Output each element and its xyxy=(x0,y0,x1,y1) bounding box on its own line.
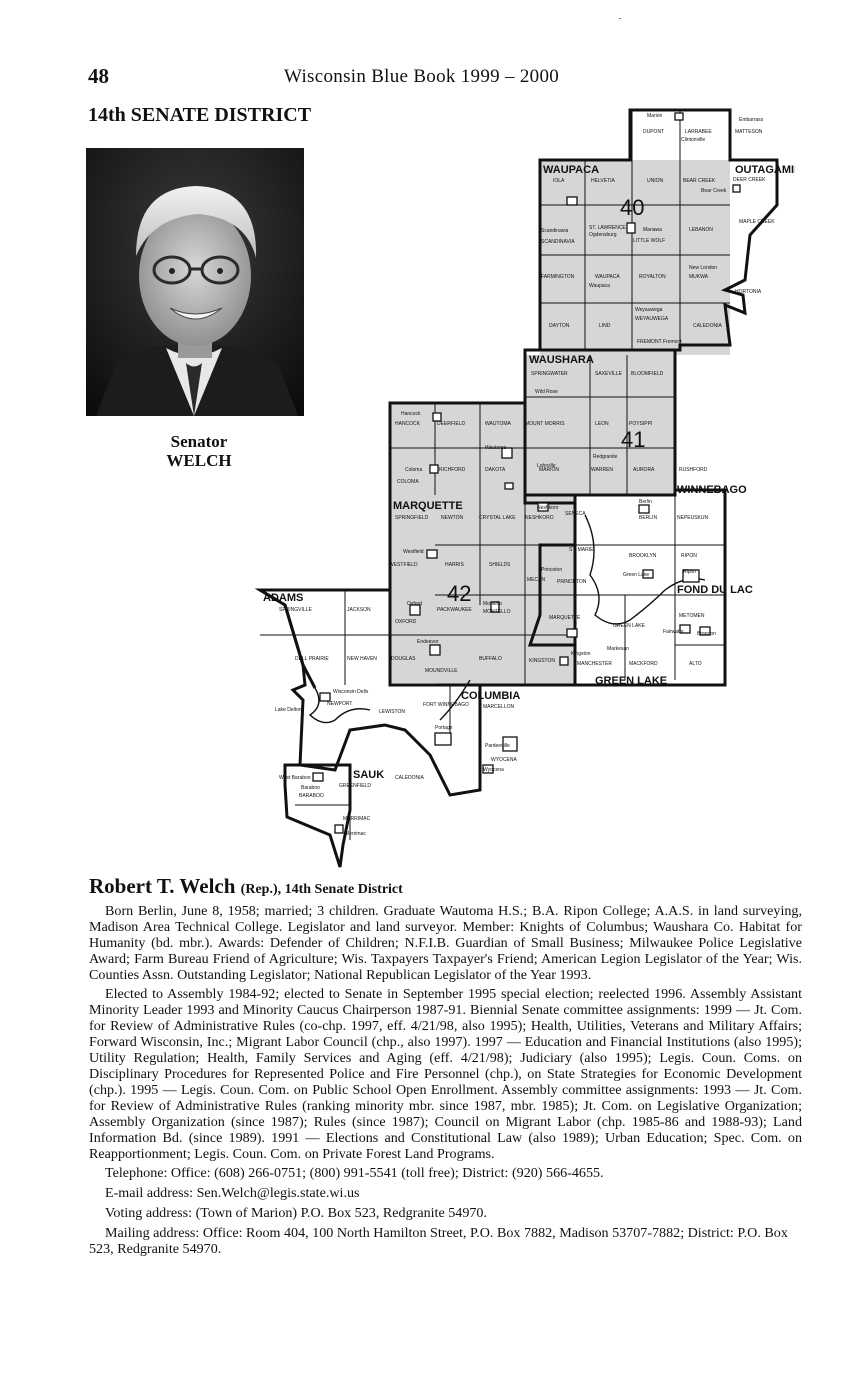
place-label: GREEN LAKE xyxy=(613,623,645,629)
running-head: Wisconsin Blue Book 1999 – 2000 xyxy=(284,66,560,87)
place-label: Kingston xyxy=(571,651,591,657)
place-label: Pardeeville xyxy=(485,743,510,749)
place-label: BROOKLYN xyxy=(629,553,657,559)
place-label: Scandinavia xyxy=(541,228,569,234)
place-label: DEERFIELD xyxy=(437,421,466,427)
place-label: CALEDONIA xyxy=(693,323,722,329)
district-title: 14th SENATE DISTRICT xyxy=(88,104,312,126)
assembly-district-number: 41 xyxy=(621,427,646,452)
place-label: Neshkoro xyxy=(537,505,559,511)
place-label: Lohrville xyxy=(537,463,556,469)
district-map xyxy=(255,105,795,870)
place-label: Weyauwega xyxy=(635,307,663,313)
place-label: Embarrass xyxy=(739,117,764,123)
place-label: SAXEVILLE xyxy=(595,371,622,377)
place-label: Waupaca xyxy=(589,283,610,289)
county-label: MARQUETTE xyxy=(393,500,463,512)
place-label: NEW HAVEN xyxy=(347,656,377,662)
county-label: WAUSHARA xyxy=(529,354,594,366)
assembly-district-number: 42 xyxy=(447,581,472,606)
county-label: WINNEBAGO xyxy=(677,484,747,496)
caption-name: WELCH xyxy=(166,451,232,470)
place-label: PRINCETON xyxy=(557,579,587,585)
place-label: DELL PRAIRIE xyxy=(295,656,329,662)
place-label: Oxford xyxy=(407,601,423,607)
place-label: New London xyxy=(689,265,718,271)
place-label: LIND xyxy=(599,323,611,329)
place-label: Lake Delton xyxy=(275,707,302,713)
county-label: COLUMBIA xyxy=(461,690,521,702)
place-label: Princeton xyxy=(541,567,563,573)
place-label: Redgranite xyxy=(593,454,618,460)
page-number: 48 xyxy=(88,64,109,88)
place-label: MUKWA xyxy=(689,274,708,280)
bio-paragraph: Elected to Assembly 1984-92; elected to Senate in September 1995 special election; reelected 1996. Assembly Assistant Minority Leader 1993 and Minority Caucus Chairperson 1987-91. Biennial Senate committee assignments: 1999 — Jt. Com. for Review of Administrative Rules (co-chp. 1997, eff. 4/21/98, also 1995); Health, Utilities, Veterans and Military Affairs; Forward Wisconsin, Inc.; Migrant Labor Council (chp., also 1997). 1997 — Education and Financial Institutions (also 1995); Utility Regulation; Health, Family Services and Aging (eff. 4/21/98); Judiciary (also 1995); Legis. Coun. Coms. on Disciplinary Procedures for Represented Police and Fire Personnel (chp.), on State Strategies for Economic Development (chp.). 1995 — Legis. Coun. Com. on Public School Open Enrollment. Assembly committee assignments: 1993 — Jt. Com. for Review of Administrative Rules (ranking minority mbr. since 1987, mbr. 1985); Jt. Com. on Legislative Organization; Assembly Organization (since 1987); Rules (since 1987); Council on Migrant Labor (chp. 1985-86 and 1988-93); Land Information Bd. (since 1989). 1991 — Elections and Constitutional Law (also 1989); Urban Education; Spec. Com. on Reapportionment; Legis. Coun. Com. on Private Forest Land Programs. xyxy=(89,986,802,1162)
place-label: Wyocena xyxy=(483,767,504,773)
place-label: SPRINGWATER xyxy=(531,371,568,377)
place-label: Fairwater xyxy=(663,629,684,635)
place-label: OXFORD xyxy=(395,619,417,625)
place-label: LITTLE WOLF xyxy=(633,238,666,244)
place-label: DUPONT xyxy=(643,129,665,135)
place-label: CRYSTAL LAKE xyxy=(479,515,516,521)
place-label: Endeavor xyxy=(417,639,439,645)
legislator-name: Robert T. Welch xyxy=(89,874,236,898)
place-label: LARRABEE xyxy=(685,129,712,135)
place-label: Marion xyxy=(647,113,663,119)
county-label: OUTAGAMIE xyxy=(735,164,795,176)
place-label: SHIELDS xyxy=(489,562,511,568)
county-label: ADAMS xyxy=(263,592,304,604)
place-label: BLOOMFIELD xyxy=(631,371,664,377)
place-label: BARABOO xyxy=(299,793,324,799)
place-label: AURORA xyxy=(633,467,655,473)
place-label: FORT WINNEBAGO xyxy=(423,702,469,708)
place-label: CALEDONIA xyxy=(395,775,424,781)
place-label: HORTONIA xyxy=(735,289,762,295)
place-label: ALTO xyxy=(689,661,702,667)
biography xyxy=(89,874,802,1261)
place-label: HARRIS xyxy=(445,562,464,568)
place-label: Wautoma xyxy=(485,445,507,451)
place-label: MARION xyxy=(539,467,559,473)
caption-title: Senator xyxy=(170,432,228,451)
place-label: West Baraboo xyxy=(279,775,311,781)
place-label: POYSIPPI xyxy=(629,421,653,427)
place-label: GREENFIELD xyxy=(339,783,371,789)
place-label: NEWPORT xyxy=(327,701,353,707)
place-label: HELVETIA xyxy=(591,178,615,184)
mailing-address-line: Mailing address: Office: Room 404, 100 North Hamilton Street, P.O. Box 7882, Madison 53707-7882; District: P.O. Box 523, Redgranite 54970. xyxy=(89,1225,788,1257)
place-label: MARCELLON xyxy=(483,704,515,710)
place-label: MONTELLO xyxy=(483,609,511,615)
place-label: Bear Creek xyxy=(701,188,727,194)
place-label: Ripon xyxy=(683,569,697,575)
place-label: COLOMA xyxy=(397,479,419,485)
place-label: DOUGLAS xyxy=(391,656,416,662)
place-label: Green Lake xyxy=(623,572,650,578)
place-label: Hancock xyxy=(401,411,421,417)
place-label: SCANDINAVIA xyxy=(541,239,575,245)
place-label: RICHFORD xyxy=(439,467,466,473)
place-label: RIPON xyxy=(681,553,697,559)
place-label: Markesan xyxy=(607,646,629,652)
place-label: Montello xyxy=(483,601,502,607)
place-label: Berlin xyxy=(639,499,652,505)
place-label: BUFFALO xyxy=(479,656,502,662)
assembly-district-number: 40 xyxy=(620,195,645,220)
place-label: BEAR CREEK xyxy=(683,178,716,184)
email-line: E-mail address: Sen.Welch@legis.state.wi.us xyxy=(105,1185,360,1201)
place-label: DEER CREEK xyxy=(733,177,766,183)
place-label: HANCOCK xyxy=(395,421,421,427)
place-label: JACKSON xyxy=(347,607,371,613)
place-label: DAYTON xyxy=(549,323,570,329)
place-label: Manawa xyxy=(643,227,662,233)
place-label: MECAN xyxy=(527,577,546,583)
place-label: WAUPACA xyxy=(595,274,620,280)
place-label: MATTESON xyxy=(735,129,763,135)
place-label: KINGSTON xyxy=(529,658,556,664)
bio-paragraph: Born Berlin, June 8, 1958; married; 3 children. Graduate Wautoma H.S.; B.A. Ripon College; A.A.S. in land surveying, Madison Area Technical College. Legislator and land surveyor. Member: Knights of Columbus; Waushara Co. Habitat for Humanity (bd. mbr.). Awards: Defender of Children; N.F.I.B. Guardian of Small Business; Milwaukee Police Legislative Award; Farm Bureau Friend of Agriculture; Wis. Taxpayers Taxpayer's Friend; American Legion Legislator of the Year; Wis. Counties Assn. Outstanding Legislator; National Republican Legislator of the Year 1993. xyxy=(89,903,802,983)
place-label: ROYALTON xyxy=(639,274,666,280)
place-label: METOMEN xyxy=(679,613,705,619)
place-label: ST. LAWRENCE xyxy=(589,225,626,231)
place-label: LEWISTON xyxy=(379,709,406,715)
place-label: LEON xyxy=(595,421,609,427)
place-label: Ogdensburg xyxy=(589,232,617,238)
place-label: DAKOTA xyxy=(485,467,506,473)
place-label: MACKFORD xyxy=(629,661,658,667)
place-label: FREMONT xyxy=(637,339,662,345)
place-label: Wisconsin Dells xyxy=(333,689,369,695)
place-label: Coloma xyxy=(405,467,423,473)
place-label: MANCHESTER xyxy=(577,661,613,667)
place-label: MAPLE CREEK xyxy=(739,219,775,225)
district-map-svg xyxy=(255,105,795,870)
place-label: WYOCENA xyxy=(491,757,517,763)
legislator-heading xyxy=(89,874,802,899)
place-label: SPRINGVILLE xyxy=(279,607,312,613)
place-label: Clintonville xyxy=(681,137,706,143)
county-label: WAUPACA xyxy=(543,164,600,176)
place-label: Portage xyxy=(435,725,453,731)
voting-address-line: Voting address: (Town of Marion) P.O. Box 523, Redgranite 54970. xyxy=(105,1205,487,1221)
county-label: SAUK xyxy=(353,769,385,781)
place-label: WEYAUWEGA xyxy=(635,316,669,322)
telephone-line: Telephone: Office: (608) 266-0751; (800) 991-5541 (toll free); District: (920) 566-4655. xyxy=(105,1165,604,1181)
place-label: MOUNDVILLE xyxy=(425,668,458,674)
place-label: NEPEUSKUN xyxy=(677,515,709,521)
place-label: Brandon xyxy=(697,631,716,637)
place-label: PACKWAUKEE xyxy=(437,607,472,613)
place-label: Merrimac xyxy=(345,831,366,837)
place-label: FARMINGTON xyxy=(541,274,575,280)
place-label: WESTFIELD xyxy=(389,562,418,568)
place-label: MARQUETTE xyxy=(549,615,581,621)
place-label: Westfield xyxy=(403,549,424,555)
place-label: NESHKORO xyxy=(525,515,554,521)
place-label: WAUTOMA xyxy=(485,421,511,427)
county-label: FOND DU LAC xyxy=(677,584,753,596)
place-label: MOUNT MORRIS xyxy=(525,421,565,427)
place-label: SPRINGFIELD xyxy=(395,515,429,521)
place-label: IOLA xyxy=(553,178,565,184)
place-label: WARREN xyxy=(591,467,614,473)
place-label: Wild Rose xyxy=(535,389,558,395)
place-label: MERRIMAC xyxy=(343,816,371,822)
party-district: (Rep.), 14th Senate District xyxy=(240,882,403,897)
county-label: GREEN LAKE xyxy=(595,675,668,687)
place-label: Baraboo xyxy=(301,785,320,791)
place-label: Fremont xyxy=(663,339,682,345)
place-label: LEBANON xyxy=(689,227,713,233)
place-label: SENECA xyxy=(565,511,586,517)
place-label: ST. MARIE xyxy=(569,547,594,553)
place-label: BERLIN xyxy=(639,515,658,521)
place-label: NEWTON xyxy=(441,515,464,521)
place-label: UNION xyxy=(647,178,664,184)
print-speck xyxy=(619,18,621,19)
place-label: RUSHFORD xyxy=(679,467,708,473)
